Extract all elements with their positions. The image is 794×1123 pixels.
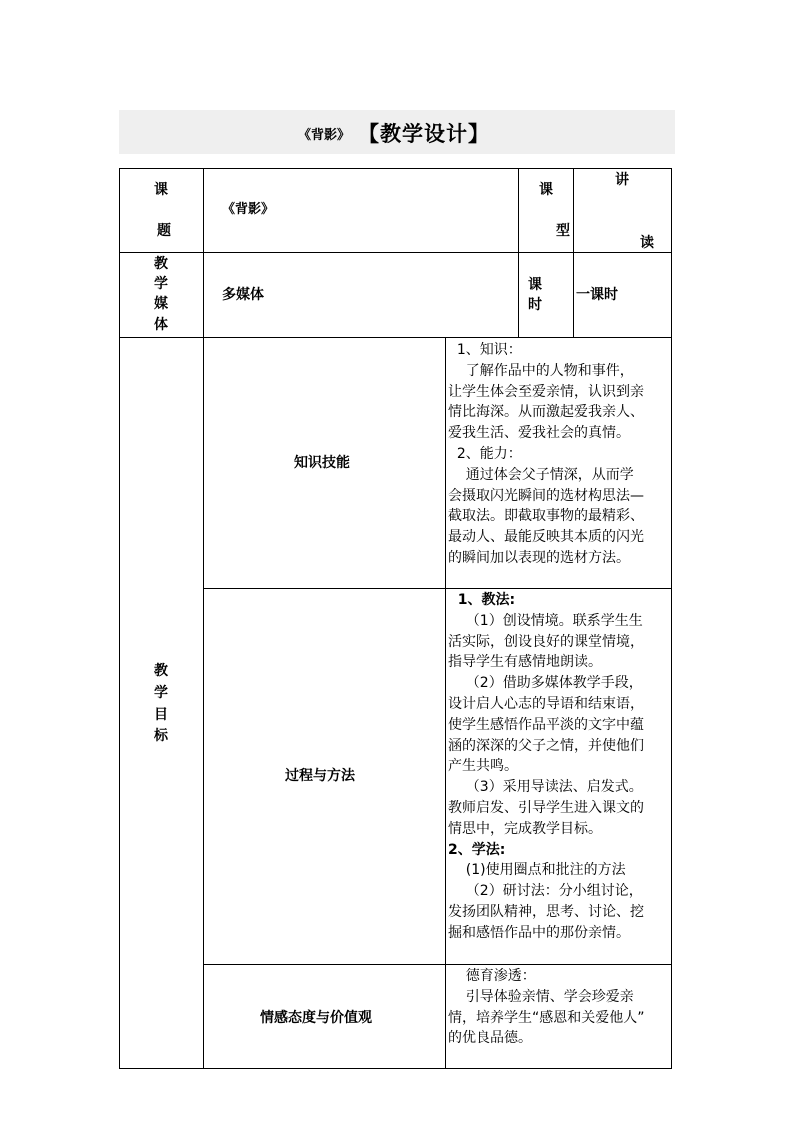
content-line: 设计启人心志的导语和结束语，	[448, 695, 644, 712]
table-row-divider	[119, 337, 672, 338]
content-line: 让学生体会至爱亲情，认识到亲	[448, 383, 644, 400]
media-value: 多媒体	[222, 287, 264, 303]
content-line: 使学生感悟作品平淡的文字中蕴	[448, 716, 644, 733]
hours-value: 一课时	[576, 287, 618, 303]
content-line: 的优良品德。	[448, 1030, 532, 1047]
hours-label-char: 课	[528, 277, 542, 293]
goals-label-char: 目	[154, 707, 168, 723]
table-row-divider	[203, 588, 672, 589]
type-label-char: 课	[539, 182, 553, 198]
topic-label-char: 题	[157, 223, 171, 239]
content-line: 情，培养学生“感恩和关爱他人”	[448, 1009, 645, 1026]
content-line: （3）采用导读法、启发式。	[448, 779, 643, 796]
table-border-bottom	[119, 1068, 672, 1069]
type-value-char: 讲	[615, 172, 629, 188]
process-methods-label: 过程与方法	[285, 768, 355, 784]
table-col-divider	[518, 168, 519, 338]
media-label-char: 教	[154, 256, 168, 272]
content-line: 通过体会父子情深，从而学	[448, 466, 634, 483]
emotion-values-content	[448, 966, 645, 1049]
content-line: 指导学生有感情地朗读。	[448, 654, 602, 671]
doc-title: 【教学设计】	[358, 122, 490, 146]
content-line: 截取法。即截取事物的最精彩、	[448, 508, 644, 525]
doc-subtitle: 《背影》	[298, 128, 351, 143]
content-line: （1）创设情境。联系学生生	[448, 612, 643, 629]
type-label-char: 型	[556, 223, 570, 239]
content-line: 产生共鸣。	[448, 758, 518, 775]
media-label-char: 学	[154, 276, 168, 292]
goals-label-char: 学	[154, 685, 168, 701]
content-line: 1、知识：	[448, 342, 522, 358]
content-line: 2、学法:	[448, 841, 506, 858]
table-row-divider	[119, 252, 672, 253]
table-row-divider	[203, 964, 672, 965]
content-line: 2、能力：	[448, 445, 522, 462]
table-col-divider	[203, 168, 204, 1069]
table-border-right	[671, 168, 672, 1069]
content-line: 情思中，完成教学目标。	[448, 820, 602, 837]
goals-label-char: 标	[154, 728, 168, 744]
content-line: 引导体验亲情、学会珍爱亲	[448, 988, 634, 1005]
media-label-char: 体	[154, 317, 168, 333]
goals-label-char: 教	[154, 663, 168, 679]
table-border-left	[119, 168, 120, 1069]
hours-label-char: 时	[528, 297, 542, 313]
process-methods-content	[448, 590, 644, 944]
content-line: 教师启发、引导学生进入课文的	[448, 799, 644, 816]
knowledge-skills-content	[448, 340, 644, 569]
content-line: 会摄取闪光瞬间的选材构思法—	[448, 487, 644, 504]
content-line: (1)使用圈点和批注的方法	[448, 862, 626, 879]
table-border-top	[119, 168, 672, 169]
content-line: 德育渗透：	[448, 968, 536, 984]
table-col-divider	[445, 337, 446, 1069]
emotion-values-label: 情感态度与价值观	[260, 1010, 372, 1026]
content-line: 涵的深深的父子之情，并使他们	[448, 737, 644, 754]
content-line: 情比海深。从而激起爱我亲人、	[448, 404, 644, 421]
content-line: 最动人、最能反映其本质的闪光	[448, 529, 644, 546]
table-col-divider	[573, 168, 574, 338]
content-line: （2）借助多媒体教学手段，	[448, 675, 643, 692]
content-line: 发扬团队精神，思考、讨论、挖	[448, 903, 644, 920]
knowledge-skills-label: 知识技能	[294, 455, 350, 471]
content-line: 活实际，创设良好的课堂情境，	[448, 633, 644, 650]
type-value-char: 读	[640, 235, 654, 251]
media-label-char: 媒	[154, 296, 168, 312]
topic-label-char: 课	[154, 182, 168, 198]
content-line: （2）研讨法：分小组讨论，	[448, 883, 643, 900]
content-line: 1、教法:	[448, 592, 516, 608]
content-line: 的瞬间加以表现的选材方法。	[448, 549, 630, 566]
topic-value: 《背影》	[222, 202, 275, 217]
content-line: 掘和感悟作品中的那份亲情。	[448, 924, 630, 941]
content-line: 了解作品中的人物和事件，	[448, 362, 634, 379]
content-line: 爱我生活、爱我社会的真情。	[448, 425, 630, 442]
